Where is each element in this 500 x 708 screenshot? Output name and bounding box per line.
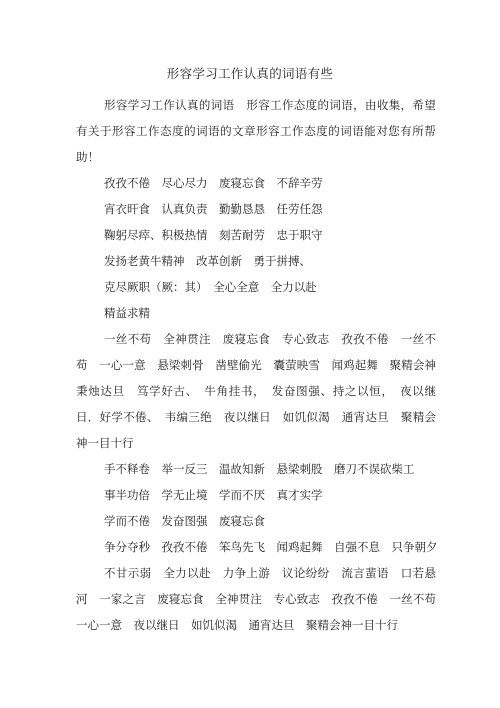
word-line-10: 争分夺秒 孜孜不倦 笨鸟先飞 闻鸡起舞 自强不息 只争朝夕 [104,540,438,554]
word-line-7: 手不释卷 举一反三 温故知新 悬梁刺股 磨刀不误砍柴工 [104,462,415,476]
word-line-2: 宵衣旰食 认真负责 勤勤恳恳 任劳任怨 [104,202,323,216]
word-line-6: 精益求精 [104,306,150,320]
intro-paragraph: 形容学习工作认真的词语 形容工作态度的词语，由收集，希望有关于形容工作态度的词语的文章形容工作态度的词语能对您有所帮助！ [76,98,436,164]
word-line-3: 鞠躬尽瘁、积极热情 刻苦耐劳 忠于职守 [104,228,323,242]
word-line-8: 事半功倍 学无止境 学而不厌 真才实学 [104,488,323,502]
word-line-9: 学而不倦 发奋图强 废寝忘食 [104,514,265,528]
document-title: 形容学习工作认真的词语有些 [166,66,334,81]
word-line-1: 孜孜不倦 尽心尽力 废寝忘食 不辞辛劳 [104,176,323,190]
document-body [76,92,448,638]
word-line-4: 发扬老黄牛精神 改革创新 勇于拼搏、 [104,254,311,268]
word-line-5: 克尽厥职（厥：其） 全心全意 全力以赴 [104,280,317,294]
idiom-paragraph-1: 一丝不苟 全神贯注 废寝忘食 专心致志 孜孜不倦 一丝不苟 一心一意 悬梁刺骨 凿壁偷光 囊萤映雪 闻鸡起舞 聚精会神 秉烛达旦 笃学好古、 牛角挂书， 发奋图强、持之以恒， 夜以继日．好学不倦、 韦编三绝 夜以继日 如饥似渴 通宵达旦 聚精会神一目十行 [76,332,448,450]
idiom-paragraph-2: 不甘示弱 全力以赴 力争上游 议论纷纷 流言蜚语 口若悬河 一家之言 废寝忘食 全神贯注 专心致志 孜孜不倦 一丝不苟 一心一意 夜以继日 如饥似渴 通宵达旦 聚精会神一目十行 [76,566,448,632]
